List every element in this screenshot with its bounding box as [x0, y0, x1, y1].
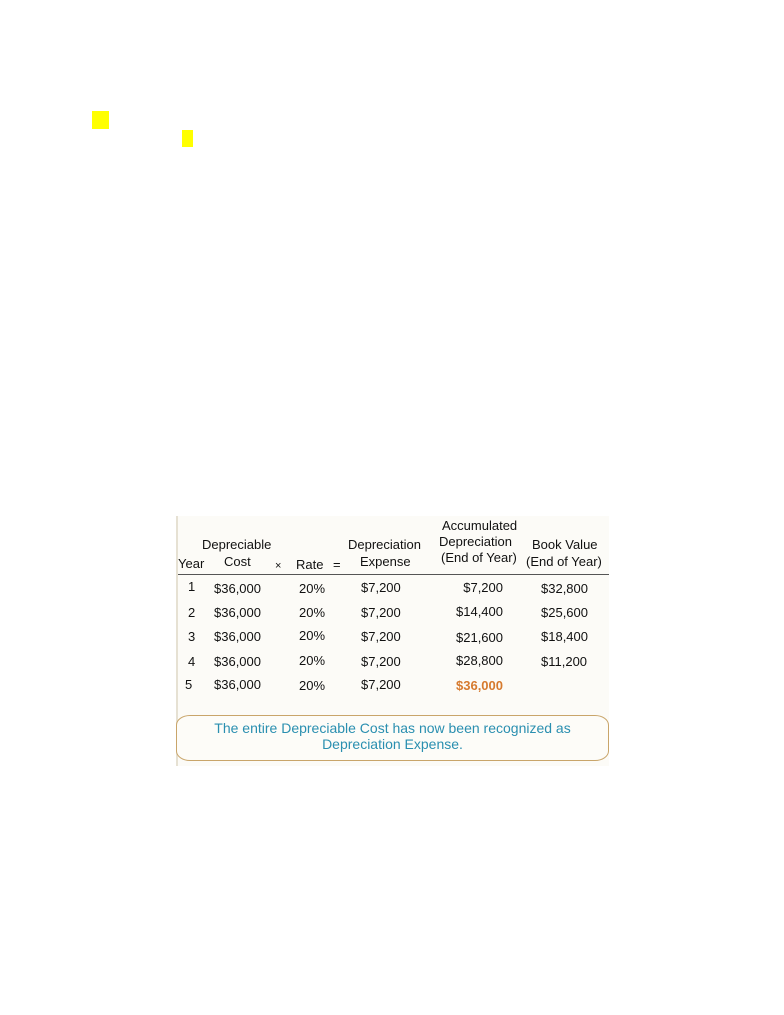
row5-cost: $36,000: [214, 677, 261, 692]
header-expense-line2: Expense: [360, 554, 411, 569]
row4-cost: $36,000: [214, 654, 261, 669]
row3-cost: $36,000: [214, 629, 261, 644]
row3-accumulated: $21,600: [456, 630, 503, 645]
row5-expense: $7,200: [361, 677, 401, 692]
row2-year: 2: [188, 605, 196, 620]
row2-cost: $36,000: [214, 605, 261, 620]
row2-accumulated: $14,400: [456, 604, 503, 619]
header-equals: =: [333, 557, 341, 572]
highlight-marker: [92, 111, 109, 129]
row4-rate: 20%: [299, 653, 326, 668]
row1-expense: $7,200: [361, 580, 401, 595]
highlight-marker: [182, 130, 193, 147]
header-depreciable-line1: Depreciable: [202, 537, 272, 552]
row1-year: 1: [188, 579, 196, 594]
row1-cost: $36,000: [214, 581, 261, 596]
row3-year: 3: [188, 629, 196, 644]
header-accumulated-line2: Depreciation: [439, 534, 512, 549]
row3-expense: $7,200: [361, 629, 401, 644]
row2-bookvalue: $25,600: [541, 605, 588, 620]
header-rate: Rate: [296, 557, 324, 572]
row5-accumulated-total: $36,000: [456, 678, 503, 693]
header-bookvalue-line1: Book Value: [532, 537, 598, 552]
row4-accumulated: $28,800: [456, 653, 503, 668]
header-year: Year: [178, 556, 205, 571]
row1-rate: 20%: [299, 581, 326, 596]
row3-bookvalue: $18,400: [541, 629, 588, 644]
header-bookvalue-line2: (End of Year): [526, 554, 602, 569]
row5-year: 5: [185, 677, 193, 692]
note-line1: The entire Depreciable Cost has now been recognized as: [214, 720, 571, 736]
note-callout: [176, 715, 609, 761]
row2-rate: 20%: [299, 605, 326, 620]
header-accumulated-line1: Accumulated: [442, 518, 518, 533]
header-accumulated-line3: (End of Year): [441, 550, 517, 565]
row3-rate: 20%: [299, 628, 326, 643]
header-depreciable-line2: Cost: [224, 554, 251, 569]
row2-expense: $7,200: [361, 605, 401, 620]
row5-rate: 20%: [299, 678, 326, 693]
header-expense-line1: Depreciation: [348, 537, 421, 552]
note-line2: Depreciation Expense.: [322, 736, 463, 752]
depreciation-schedule-table: [176, 516, 609, 766]
row1-bookvalue: $32,800: [541, 581, 588, 596]
row1-accumulated: $7,200: [463, 580, 503, 595]
header-times: ×: [275, 560, 282, 572]
row4-expense: $7,200: [361, 654, 401, 669]
row4-year: 4: [188, 654, 196, 669]
row4-bookvalue: $11,200: [541, 654, 588, 669]
header-rule: [178, 574, 609, 575]
